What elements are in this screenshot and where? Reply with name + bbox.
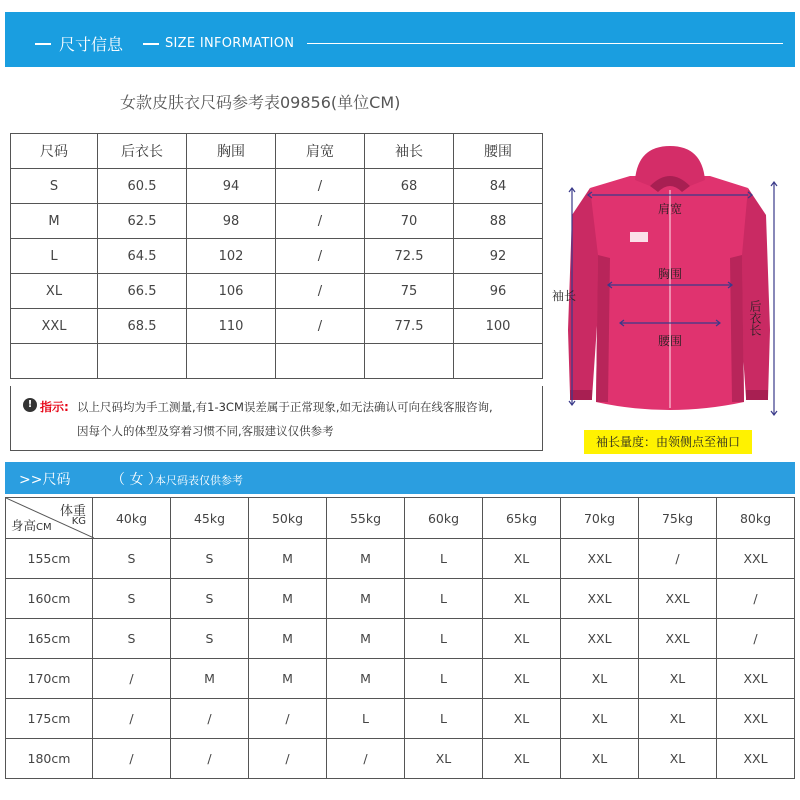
header-cell: 肩宽 [276, 134, 365, 169]
size-cell: XL [405, 739, 483, 779]
size-cell: M [249, 619, 327, 659]
size-cell: S [93, 539, 171, 579]
size-recommend-banner [5, 462, 795, 494]
rec-banner-label: >>尺码 [19, 472, 71, 488]
size-cell: M [171, 659, 249, 699]
table-row [11, 309, 543, 344]
empty-cell [276, 344, 365, 379]
value-cell: / [276, 309, 365, 344]
corner-cell [6, 498, 93, 539]
height-cell: 175cm [6, 699, 93, 739]
value-cell: 70 [365, 204, 454, 239]
weight-cell: 50kg [249, 498, 327, 539]
size-cell: / [327, 739, 405, 779]
table-row [6, 579, 795, 619]
size-cell: / [171, 739, 249, 779]
size-cell: S [171, 579, 249, 619]
table-row [6, 659, 795, 699]
size-cell: S [11, 169, 98, 204]
size-cell: L [327, 699, 405, 739]
table-row [6, 619, 795, 659]
note-text-line1: 以上尺码均为手工测量,有1-3CM误差属于正常现象,如无法确认可向在线客服咨询, [77, 400, 493, 414]
weight-cell: 45kg [171, 498, 249, 539]
size-cell: M [327, 659, 405, 699]
value-cell: 84 [454, 169, 543, 204]
weight-cell: 75kg [639, 498, 717, 539]
table-row-empty [11, 344, 543, 379]
sleeve-measure-note: 袖长量度：由领侧点至袖口 [584, 430, 752, 454]
value-cell: 62.5 [98, 204, 187, 239]
value-cell: / [276, 274, 365, 309]
value-cell: 96 [454, 274, 543, 309]
size-cell: S [171, 619, 249, 659]
weight-cell: 80kg [717, 498, 795, 539]
size-cell: M [327, 579, 405, 619]
table-row [11, 169, 543, 204]
weight-cell: 40kg [93, 498, 171, 539]
size-cell: S [171, 539, 249, 579]
size-info-banner [5, 12, 795, 67]
size-cell: XL [561, 659, 639, 699]
value-cell: 98 [187, 204, 276, 239]
table-row [11, 239, 543, 274]
rec-banner-gender: （ 女 ） [111, 472, 162, 488]
header-cell: 尺码 [11, 134, 98, 169]
value-cell: 100 [454, 309, 543, 344]
size-cell: XXL [639, 579, 717, 619]
weight-cell: 60kg [405, 498, 483, 539]
banner-dash-right [143, 43, 159, 45]
size-cell: / [249, 699, 327, 739]
sleeve-label: 袖长 [552, 289, 577, 303]
size-table [10, 133, 543, 379]
value-cell: 75 [365, 274, 454, 309]
size-cell: XXL [11, 309, 98, 344]
value-cell: 106 [187, 274, 276, 309]
rec-banner-sub: 本尺码表仅供参考 [155, 474, 243, 487]
size-cell: L [405, 699, 483, 739]
note-text-line2: 因每个人的体型及穿着习惯不同,客服建议仅供参考 [77, 424, 334, 438]
banner-rule [307, 43, 783, 44]
size-cell: XXL [717, 539, 795, 579]
value-cell: 102 [187, 239, 276, 274]
empty-cell [98, 344, 187, 379]
size-cell: S [93, 619, 171, 659]
table-row [6, 699, 795, 739]
size-cell: L [405, 579, 483, 619]
value-cell: 72.5 [365, 239, 454, 274]
rec-table-header [6, 498, 795, 539]
size-cell: XL [639, 699, 717, 739]
size-cell: XL [483, 619, 561, 659]
size-cell: L [405, 659, 483, 699]
size-table-header [11, 134, 543, 169]
table-row [6, 739, 795, 779]
size-cell: / [717, 619, 795, 659]
value-cell: 110 [187, 309, 276, 344]
size-cell: M [11, 204, 98, 239]
note-label: 指示: [40, 400, 69, 414]
value-cell: / [276, 239, 365, 274]
value-cell: 77.5 [365, 309, 454, 344]
size-cell: XL [483, 659, 561, 699]
value-cell: 68.5 [98, 309, 187, 344]
weight-cell: 55kg [327, 498, 405, 539]
table-title: 女款皮肤衣尺码参考表09856(单位CM) [120, 93, 401, 112]
empty-cell [365, 344, 454, 379]
size-cell: L [11, 239, 98, 274]
height-header: 身高CM [11, 518, 52, 533]
height-cell: 180cm [6, 739, 93, 779]
size-cell: XL [561, 699, 639, 739]
weight-cell: 70kg [561, 498, 639, 539]
value-cell: 88 [454, 204, 543, 239]
size-cell: M [249, 579, 327, 619]
height-cell: 165cm [6, 619, 93, 659]
header-cell: 后衣长 [98, 134, 187, 169]
size-cell: M [327, 539, 405, 579]
waist-label: 腰围 [658, 334, 683, 348]
height-cell: 155cm [6, 539, 93, 579]
size-cell: / [171, 699, 249, 739]
weight-cell: 65kg [483, 498, 561, 539]
size-cell: S [93, 579, 171, 619]
value-cell: 92 [454, 239, 543, 274]
recommendation-table [5, 497, 795, 779]
size-cell: / [93, 739, 171, 779]
empty-cell [454, 344, 543, 379]
size-cell: L [405, 619, 483, 659]
table-row [11, 274, 543, 309]
size-cell: XL [483, 739, 561, 779]
value-cell: 66.5 [98, 274, 187, 309]
size-cell: XXL [561, 579, 639, 619]
shoulder-label: 肩宽 [658, 202, 683, 216]
size-cell: L [405, 539, 483, 579]
header-cell: 胸围 [187, 134, 276, 169]
value-cell: / [276, 169, 365, 204]
table-row [11, 204, 543, 239]
jacket-illustration [550, 140, 790, 420]
size-cell: / [93, 659, 171, 699]
value-cell: 94 [187, 169, 276, 204]
size-cell: XL [11, 274, 98, 309]
size-cell: XXL [639, 619, 717, 659]
banner-title-cn: 尺寸信息 [59, 35, 124, 54]
size-cell: XXL [717, 739, 795, 779]
size-cell: M [249, 539, 327, 579]
table-row [6, 539, 795, 579]
length-label: 后衣长 [748, 300, 762, 336]
size-cell: / [93, 699, 171, 739]
size-cell: M [327, 619, 405, 659]
weight-header: 体重 [59, 504, 86, 519]
size-cell: XL [639, 659, 717, 699]
value-cell: 64.5 [98, 239, 187, 274]
empty-cell [187, 344, 276, 379]
size-cell: XXL [561, 619, 639, 659]
size-cell: XL [483, 579, 561, 619]
height-cell: 170cm [6, 659, 93, 699]
banner-title-en: SIZE INFORMATION [165, 36, 295, 51]
value-cell: 60.5 [98, 169, 187, 204]
empty-cell [11, 344, 98, 379]
header-cell: 袖长 [365, 134, 454, 169]
value-cell: 68 [365, 169, 454, 204]
size-cell: XL [483, 699, 561, 739]
size-cell: XL [483, 539, 561, 579]
size-cell: / [249, 739, 327, 779]
size-cell: XXL [717, 659, 795, 699]
size-cell: XXL [561, 539, 639, 579]
height-cell: 160cm [6, 579, 93, 619]
chest-label: 胸围 [658, 267, 683, 281]
size-cell: M [249, 659, 327, 699]
size-cell: XL [561, 739, 639, 779]
size-cell: XL [639, 739, 717, 779]
note-box [10, 386, 543, 451]
banner-dash-left [35, 43, 51, 45]
size-cell: / [639, 539, 717, 579]
header-cell: 腰围 [454, 134, 543, 169]
size-cell: / [717, 579, 795, 619]
value-cell: / [276, 204, 365, 239]
weight-unit: KG [71, 516, 86, 527]
info-icon: ! [23, 398, 37, 412]
size-cell: XXL [717, 699, 795, 739]
